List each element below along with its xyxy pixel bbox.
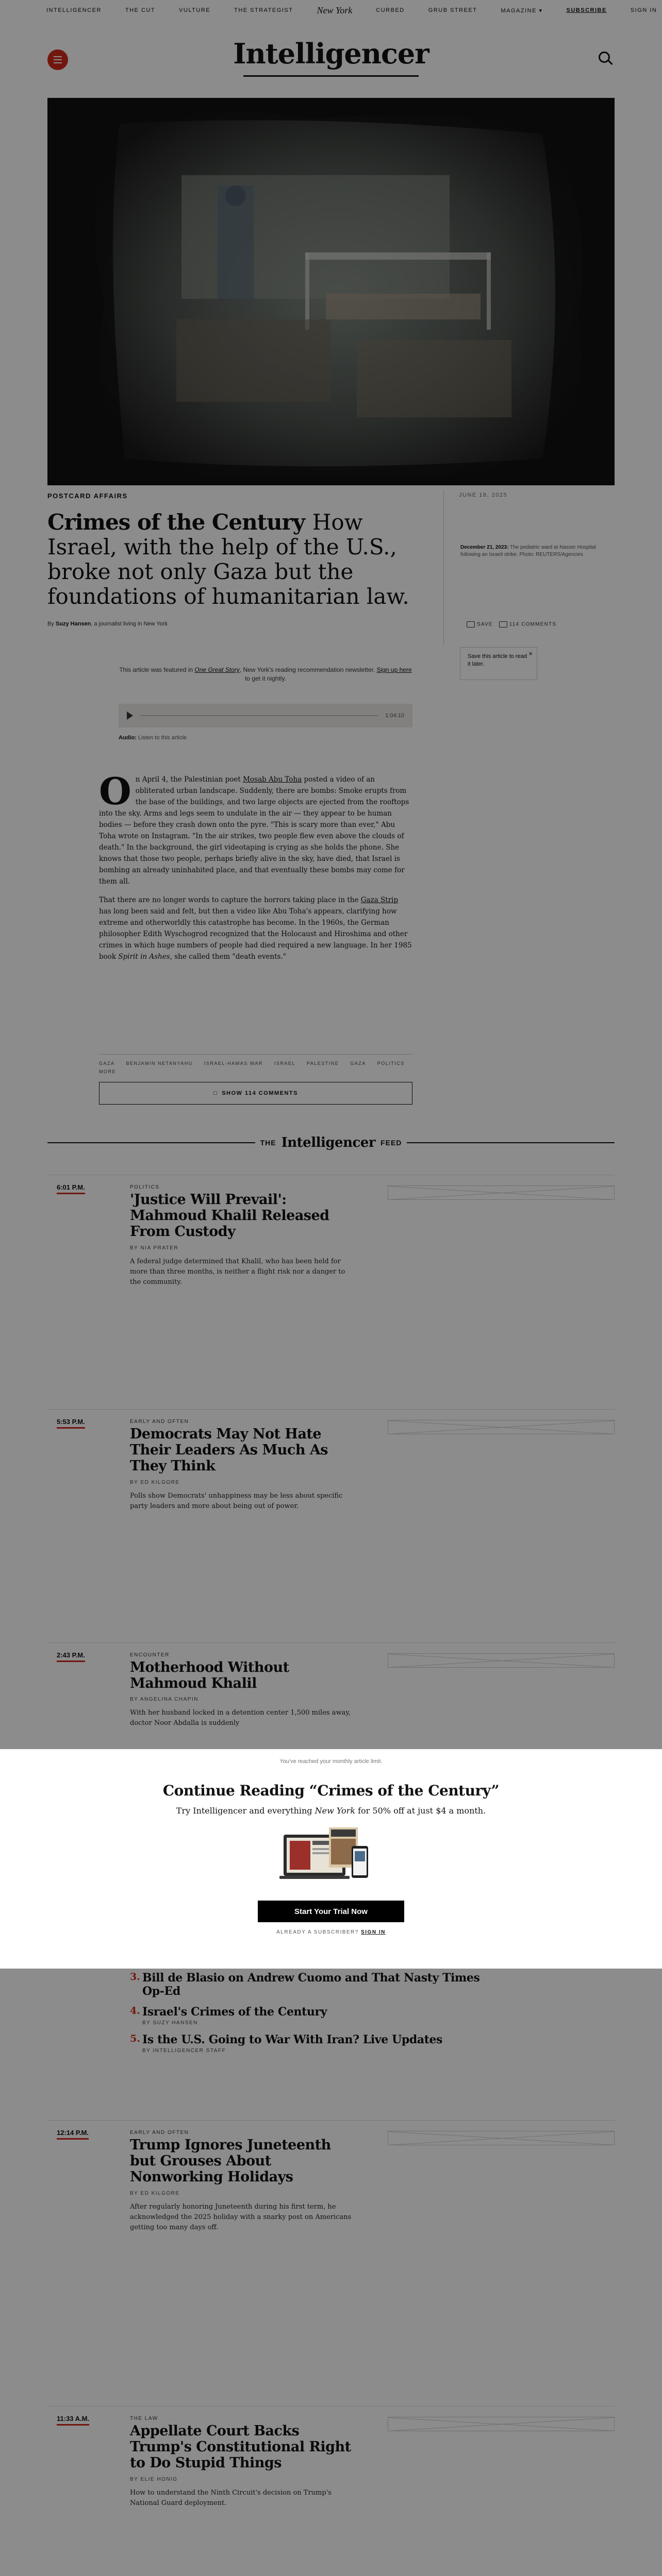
popular-item[interactable] xyxy=(130,2005,491,2026)
feed-item[interactable] xyxy=(47,1175,615,1396)
feed-title[interactable]: Motherhood Without Mahmoud Khalil xyxy=(130,1659,289,1691)
feed-thumbnail[interactable] xyxy=(388,2131,615,2145)
feed-item[interactable] xyxy=(47,1642,615,1751)
nav-vulture[interactable]: VULTURE xyxy=(179,7,211,13)
comment-icon xyxy=(499,621,507,628)
feed-thumbnail[interactable] xyxy=(388,2417,615,2431)
popular-byline[interactable]: BY SUZY HANSEN xyxy=(142,2020,198,2026)
nav-magazine[interactable]: MAGAZINE ▾ xyxy=(501,7,542,14)
header-divider xyxy=(443,490,444,645)
feed-item[interactable] xyxy=(47,1409,615,1631)
nav-grub-street[interactable]: GRUB STREET xyxy=(428,7,477,13)
popular-item[interactable] xyxy=(130,2033,491,2054)
feed-dek: Polls show Democrats' unhappiness may be less about specific party leaders and more about being out of power. xyxy=(130,1492,343,1510)
paywall-modal xyxy=(0,1749,662,1969)
feed-rubric[interactable]: EARLY AND OFTEN xyxy=(130,2130,189,2136)
save-tooltip xyxy=(460,647,537,680)
already-subscriber xyxy=(0,1929,662,1935)
notice-text-1: This article was featured in xyxy=(119,666,193,673)
offer-text-italic: New York xyxy=(315,1806,356,1816)
popular-title[interactable]: Bill de Blasio on Andrew Cuomo and That Nasty Times Op-Ed xyxy=(142,1971,480,1998)
comments-count: 114 COMMENTS xyxy=(509,621,557,628)
byline-author[interactable]: Suzy Hansen xyxy=(55,621,91,627)
newsletter-notice xyxy=(119,666,412,683)
caption-date: December 21, 2023: xyxy=(460,545,509,550)
feed-rubric[interactable]: ENCOUNTER xyxy=(130,1652,170,1658)
feed-byline[interactable]: BY ED KILGORE xyxy=(130,1480,180,1485)
headline-title: Crimes of the Century xyxy=(47,510,305,535)
drop-cap: O xyxy=(99,769,131,813)
hero-photo xyxy=(47,98,615,485)
nav-sign-in[interactable]: SIGN IN xyxy=(630,7,657,13)
audio-label xyxy=(119,735,187,741)
popular-rank: 5. xyxy=(130,2033,140,2044)
feed-dek: With her husband locked in a detention center 1,500 miles away, doctor Noor Abdalla is suddenly xyxy=(130,1709,351,1727)
tag-link[interactable]: BENJAMIN NETANYAHU xyxy=(126,1061,193,1066)
offer-text-a: Try Intelligencer and everything xyxy=(176,1806,312,1816)
feed-header-the: THE xyxy=(260,1139,276,1147)
para2-a: That there are no longer words to capture the horrors taking place in the xyxy=(99,896,359,904)
article-byline xyxy=(47,621,168,627)
feed-item[interactable] xyxy=(47,2406,615,2576)
feed-header-feed: FEED xyxy=(380,1139,402,1147)
popular-title[interactable]: Israel's Crimes of the Century xyxy=(142,2005,327,2019)
feed-rule-left xyxy=(47,1142,255,1143)
nav-curbed[interactable]: CURBED xyxy=(376,7,405,13)
most-popular-list xyxy=(130,1971,491,2061)
notice-signup-link[interactable]: Sign up here xyxy=(376,666,412,673)
para2-b: has long been said and felt, but then a video like Abu Toha's appears, clarifying how extreme and otherworldly this catastrophe has become. In the 1960s, the German philosopher Edith Wyschogrod recognized that the Holocaust and Hiroshima and other crimes in which huge numbers of people had died required a new language. In her 1985 book xyxy=(99,907,412,961)
feed-byline[interactable]: BY NIA PRATER xyxy=(130,1245,179,1251)
para1-b: posted a video of an obliterated urban landscape. Suddenly, there are bombs: Smoke erupts from the base of the buildings, and two large objects are ejected from the rooftops into the sky. Arms and legs seem to undulate in the air — they appear to be human bodies — before they crash down onto the pyre. "This is scary more than ever," Abu Toha wrote on Instagram. "In the air strikes, two people flew even above the clouds of death." In the background, the girl videotaping is crying as she holds the phone. She knows that those two people, perhaps briefly alive in the sky, have died, that Israel is bombing an already uninhabited place, and that eventually these bombs may come for them all. xyxy=(99,775,409,886)
bookmark-icon xyxy=(467,621,475,628)
show-comments-button[interactable] xyxy=(99,1082,412,1105)
paragraph xyxy=(99,894,412,962)
notice-newsletter-link[interactable]: One Great Story xyxy=(194,666,240,673)
feed-thumbnail[interactable] xyxy=(388,1185,615,1200)
feed-header xyxy=(47,1132,615,1153)
feed-title[interactable]: Trump Ignores Juneteenth but Grouses About Nonworking Holidays xyxy=(130,2137,331,2185)
comment-icon: □ xyxy=(213,1090,218,1096)
play-icon[interactable] xyxy=(127,711,133,720)
para1-link[interactable]: Mosab Abu Toha xyxy=(243,775,302,784)
feed-title[interactable]: Democrats May Not Hate Their Leaders As Much As They Think xyxy=(130,1426,328,1474)
tag-link[interactable]: GAZA xyxy=(99,1061,115,1066)
feed-time: 12:14 P.M. xyxy=(57,2129,89,2140)
feed-byline[interactable]: BY ANGELINA CHAPIN xyxy=(130,1697,198,1702)
feed-thumbnail[interactable] xyxy=(388,1420,615,1434)
audio-duration: 1:04:10 xyxy=(385,713,404,719)
audio-scrubber[interactable] xyxy=(140,715,378,716)
feed-title[interactable]: 'Justice Will Prevail': Mahmoud Khalil Released From Custody xyxy=(130,1192,329,1240)
paywall-signin-link[interactable]: SIGN IN xyxy=(361,1929,386,1935)
feed-rubric[interactable]: POLITICS xyxy=(130,1184,160,1190)
feed-byline[interactable]: BY ELIE HONIG xyxy=(130,2477,178,2482)
para2-c: , she called them "death events." xyxy=(170,953,286,961)
tag-link[interactable]: ISRAEL xyxy=(274,1061,295,1066)
feed-time: 6:01 P.M. xyxy=(57,1183,85,1194)
nav-the-cut[interactable]: THE CUT xyxy=(125,7,156,13)
caption-text: The pediatric ward at Nasser Hospital following an Israeli strike. Photo: REUTERS/Agencies xyxy=(460,545,596,557)
top-nav xyxy=(0,0,662,21)
popular-rank: 3. xyxy=(130,1971,140,1982)
popular-rank: 4. xyxy=(130,2005,140,2016)
feed-title[interactable]: Appellate Court Backs Trump's Constitutional Right to Do Stupid Things xyxy=(130,2423,351,2471)
headline-dek: How Israel, with the help of the U.S., broke not only Gaza but the foundations of humanitarian law. xyxy=(47,510,409,609)
feed-header-name[interactable]: Intelligencer xyxy=(281,1135,376,1150)
feed-time: 11:33 A.M. xyxy=(57,2415,89,2426)
nav-subscribe[interactable]: SUBSCRIBE xyxy=(566,7,607,13)
feed-rubric[interactable]: THE LAW xyxy=(130,2416,158,2421)
tag-link[interactable]: GAZA xyxy=(350,1061,366,1066)
feed-time: 5:53 P.M. xyxy=(57,1418,85,1429)
popular-item[interactable] xyxy=(130,1971,491,1998)
byline-suffix: , a journalist living in New York xyxy=(91,621,168,627)
tag-link[interactable]: MORE xyxy=(99,1069,116,1074)
popular-title[interactable]: Is the U.S. Going to War With Iran? Live Updates xyxy=(142,2033,443,2046)
search-icon[interactable] xyxy=(599,52,610,63)
feed-dek: How to understand the Ninth Circuit's decision on Trump's National Guard deployment. xyxy=(130,2489,332,2507)
article-headline xyxy=(47,510,429,609)
photo-caption xyxy=(460,544,615,558)
audio-label-bold: Audio: xyxy=(119,735,137,741)
feed-thumbnail[interactable] xyxy=(388,1653,615,1668)
notice-text-4: to get it nightly. xyxy=(245,675,286,682)
share-bar xyxy=(467,621,556,628)
logo-underline xyxy=(243,75,419,77)
nav-new-york[interactable]: New York xyxy=(317,5,353,15)
nav-the-strategist[interactable]: THE STRATEGIST xyxy=(234,7,293,13)
feed-item[interactable] xyxy=(47,2120,615,2367)
tag-link[interactable]: POLITICS xyxy=(377,1061,405,1066)
byline-prefix: By xyxy=(47,621,54,627)
feed-rule-right xyxy=(407,1142,615,1143)
article-tags xyxy=(99,1054,412,1074)
comments-link[interactable] xyxy=(499,621,556,628)
close-icon[interactable]: × xyxy=(528,650,533,657)
para2-book: Spirit in Ashes xyxy=(118,953,170,961)
audio-player xyxy=(119,704,412,727)
para2-link[interactable]: Gaza Strip xyxy=(360,896,399,904)
paywall-limit-text: You've reached your monthly article limit. xyxy=(279,1758,383,1765)
feed-byline[interactable]: BY ED KILGORE xyxy=(130,2191,180,2196)
audio-label-text: Listen to this article xyxy=(136,735,187,741)
start-trial-button[interactable]: Start Your Trial Now xyxy=(258,1901,404,1922)
para1-a: n April 4, the Palestinian poet xyxy=(135,775,241,784)
show-comments-label: SHOW 114 COMMENTS xyxy=(222,1090,298,1096)
masthead xyxy=(0,21,662,98)
popular-byline[interactable]: BY INTELLIGENCER STAFF xyxy=(142,2048,226,2054)
paywall-title: Continue Reading “Crimes of the Century” xyxy=(162,1782,500,1799)
feed-rubric[interactable]: EARLY AND OFTEN xyxy=(130,1419,189,1425)
article-kicker[interactable]: POSTCARD AFFAIRS xyxy=(47,492,128,500)
feed-dek: A federal judge determined that Khalil, who has been held for more than three months, is neither a flight risk nor a danger to the community. xyxy=(130,1258,345,1286)
feed-dek: After regularly honoring Juneteenth during his first term, he acknowledged the 2025 holiday with a snarky post on Americans getting too many days off. xyxy=(130,2203,352,2231)
site-logo[interactable]: Intelligencer xyxy=(233,37,429,70)
devices-illustration xyxy=(279,1825,383,1887)
save-label: SAVE xyxy=(477,621,493,628)
save-button[interactable] xyxy=(467,621,493,628)
feed-time: 2:43 P.M. xyxy=(57,1651,85,1662)
tooltip-text: Save this article to read it later. xyxy=(468,653,527,667)
article-date: JUNE 18, 2025 xyxy=(459,492,508,498)
paragraph xyxy=(99,769,412,887)
tag-link[interactable]: ISRAEL-HAMAS WAR xyxy=(204,1061,263,1066)
article-body xyxy=(99,769,412,970)
offer-text-b: for 50% off at just $4 a month. xyxy=(358,1806,486,1816)
already-text: ALREADY A SUBSCRIBER? xyxy=(276,1929,359,1935)
tag-link[interactable]: PALESTINE xyxy=(306,1061,339,1066)
nav-intelligencer[interactable]: INTELLIGENCER xyxy=(46,7,102,13)
paywall-offer xyxy=(0,1806,662,1816)
notice-text-2: , New York's reading recommendation newsletter. xyxy=(239,666,375,673)
